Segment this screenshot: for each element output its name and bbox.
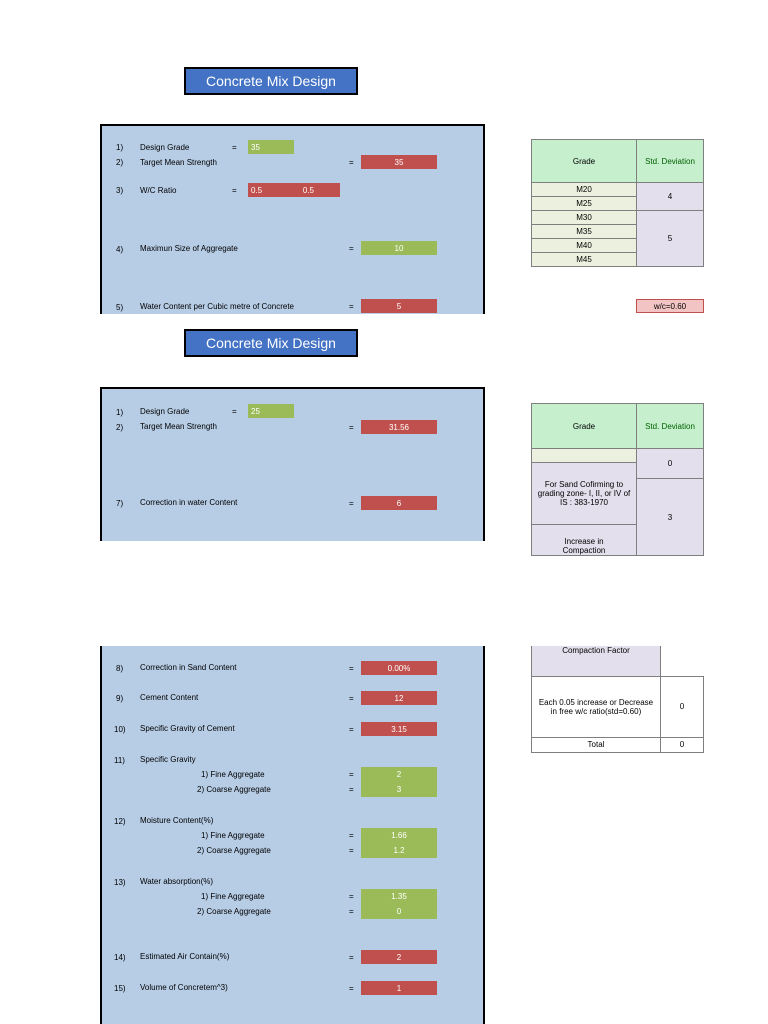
wc-change-note: Each 0.05 increase or Decrease in free w/c ratio(std=0.60) <box>532 676 661 737</box>
coarse-aggregate-label: 2) Coarse Aggregate <box>197 785 271 794</box>
equals-sign: = <box>349 831 354 840</box>
row-number: 1) <box>116 408 124 417</box>
wc-note: w/c=0.60 <box>636 299 704 313</box>
design-grade-label: Design Grade <box>140 143 190 152</box>
equals-sign: = <box>349 770 354 779</box>
grade-cell <box>532 449 637 463</box>
mc-coarse-input[interactable]: 1.2 <box>361 843 437 858</box>
wc-ratio-value-a: 0.5 <box>251 185 263 195</box>
correction-table-continued <box>531 646 704 753</box>
fine-aggregate-label: 1) Fine Aggregate <box>201 770 265 779</box>
fine-aggregate-label: 1) Fine Aggregate <box>201 831 265 840</box>
correction-value: 0 <box>661 676 704 737</box>
row-number: 12) <box>114 817 126 826</box>
title-text: Concrete Mix Design <box>206 335 336 351</box>
grade-cell: M20 <box>532 183 637 197</box>
row-number: 13) <box>114 878 126 887</box>
wc-ratio-label: W/C Ratio <box>140 186 177 195</box>
input-panel-1 <box>100 124 485 314</box>
coarse-aggregate-label: 2) Coarse Aggregate <box>197 846 271 855</box>
target-mean-strength-label: Target Mean Strength <box>140 158 217 167</box>
std-deviation-header: Std. Deviation <box>637 140 704 183</box>
max-aggregate-size-input[interactable]: 10 <box>361 241 437 255</box>
target-mean-strength-value: 35 <box>361 155 437 169</box>
row-number: 2) <box>116 158 124 167</box>
concrete-volume-value: 1 <box>361 981 437 995</box>
compaction-note: Increase in Compaction <box>532 525 637 556</box>
wc-ratio-value-b: 0.5 <box>302 185 314 195</box>
moisture-content-label: Moisture Content(%) <box>140 816 214 825</box>
equals-sign: = <box>349 785 354 794</box>
cement-content-label: Cement Content <box>140 693 199 702</box>
row-number: 15) <box>114 984 126 993</box>
specific-gravity-label: Specific Gravity <box>140 755 196 764</box>
design-grade-input[interactable]: 25 <box>248 404 294 418</box>
equals-sign: = <box>349 984 354 993</box>
wc-ratio-value-box <box>248 183 340 197</box>
air-content-value: 2 <box>361 950 437 964</box>
equals-sign: = <box>349 158 354 167</box>
equals-sign: = <box>232 143 237 152</box>
grade-cell: M30 <box>532 211 637 225</box>
coarse-aggregate-label: 2) Coarse Aggregate <box>197 907 271 916</box>
compaction-note: Compaction Factor <box>532 646 661 676</box>
title-text: Concrete Mix Design <box>206 73 336 89</box>
grade-header: Grade <box>532 404 637 449</box>
total-label: Total <box>532 737 661 752</box>
grade-cell: M40 <box>532 239 637 253</box>
equals-sign: = <box>349 244 354 253</box>
design-grade-input[interactable]: 35 <box>248 140 294 154</box>
equals-sign: = <box>349 725 354 734</box>
equals-sign: = <box>349 907 354 916</box>
mc-fine-input[interactable]: 1.66 <box>361 828 437 843</box>
sand-correction-label: Correction in Sand Content <box>140 663 237 672</box>
water-absorption-label: Water absorption(%) <box>140 877 214 886</box>
air-content-label: Estimated Air Contain(%) <box>140 952 230 961</box>
sand-zone-note: For Sand Cofirming to grading zone- I, II, or IV of IS : 383-1970 <box>532 463 637 525</box>
row-number: 14) <box>114 953 126 962</box>
max-aggregate-size-label: Maximun Size of Aggregate <box>140 244 238 253</box>
row-number: 4) <box>116 245 124 254</box>
row-number: 7) <box>116 499 124 508</box>
wa-coarse-input[interactable]: 0 <box>361 904 437 919</box>
equals-sign: = <box>349 892 354 901</box>
grade-cell: M35 <box>532 225 637 239</box>
title-banner-1 <box>184 67 358 95</box>
wa-fine-input[interactable]: 1.35 <box>361 889 437 904</box>
cement-sg-value: 3.15 <box>361 722 437 736</box>
grade-cell: M45 <box>532 253 637 267</box>
equals-sign: = <box>232 407 237 416</box>
sand-correction-value: 0.00% <box>361 661 437 675</box>
input-panel-3 <box>100 646 485 1024</box>
title-banner-2 <box>184 329 358 357</box>
water-correction-label: Correction in water Content <box>140 498 238 507</box>
std-deviation-header: Std. Deviation <box>637 404 704 449</box>
row-number: 3) <box>116 186 124 195</box>
equals-sign: = <box>349 846 354 855</box>
row-number: 5) <box>116 303 124 312</box>
row-number: 11) <box>114 756 125 765</box>
row-number: 2) <box>116 423 124 432</box>
equals-sign: = <box>232 186 237 195</box>
target-mean-strength-value: 31.56 <box>361 420 437 434</box>
target-mean-strength-label: Target Mean Strength <box>140 422 217 431</box>
equals-sign: = <box>349 953 354 962</box>
water-content-label: Water Content per Cubic metre of Concrete <box>140 302 294 311</box>
equals-sign: = <box>349 499 354 508</box>
row-number: 8) <box>116 664 124 673</box>
grade-cell: M25 <box>532 197 637 211</box>
water-correction-value: 6 <box>361 496 437 510</box>
sg-fine-input[interactable]: 2 <box>361 767 437 782</box>
input-panel-2 <box>100 387 485 541</box>
std-deviation-value: 4 <box>637 183 704 211</box>
grade-header: Grade <box>532 140 637 183</box>
std-deviation-value: 5 <box>637 211 704 267</box>
cement-content-value: 12 <box>361 691 437 705</box>
correction-value: 3 <box>637 479 704 556</box>
std-deviation-table-1 <box>531 139 704 267</box>
row-number: 1) <box>116 143 124 152</box>
row-number: 9) <box>116 694 124 703</box>
correction-table <box>531 403 704 556</box>
row-number: 10) <box>114 725 126 734</box>
equals-sign: = <box>349 694 354 703</box>
equals-sign: = <box>349 664 354 673</box>
water-content-value: 5 <box>361 299 437 313</box>
correction-value: 0 <box>637 449 704 479</box>
concrete-volume-label: Volume of Concretem^3) <box>140 983 228 992</box>
fine-aggregate-label: 1) Fine Aggregate <box>201 892 265 901</box>
equals-sign: = <box>349 423 354 432</box>
total-value: 0 <box>661 737 704 752</box>
equals-sign: = <box>349 302 354 311</box>
sg-coarse-input[interactable]: 3 <box>361 782 437 797</box>
cement-sg-label: Specific Gravity of Cement <box>140 724 235 733</box>
design-grade-label: Design Grade <box>140 407 190 416</box>
